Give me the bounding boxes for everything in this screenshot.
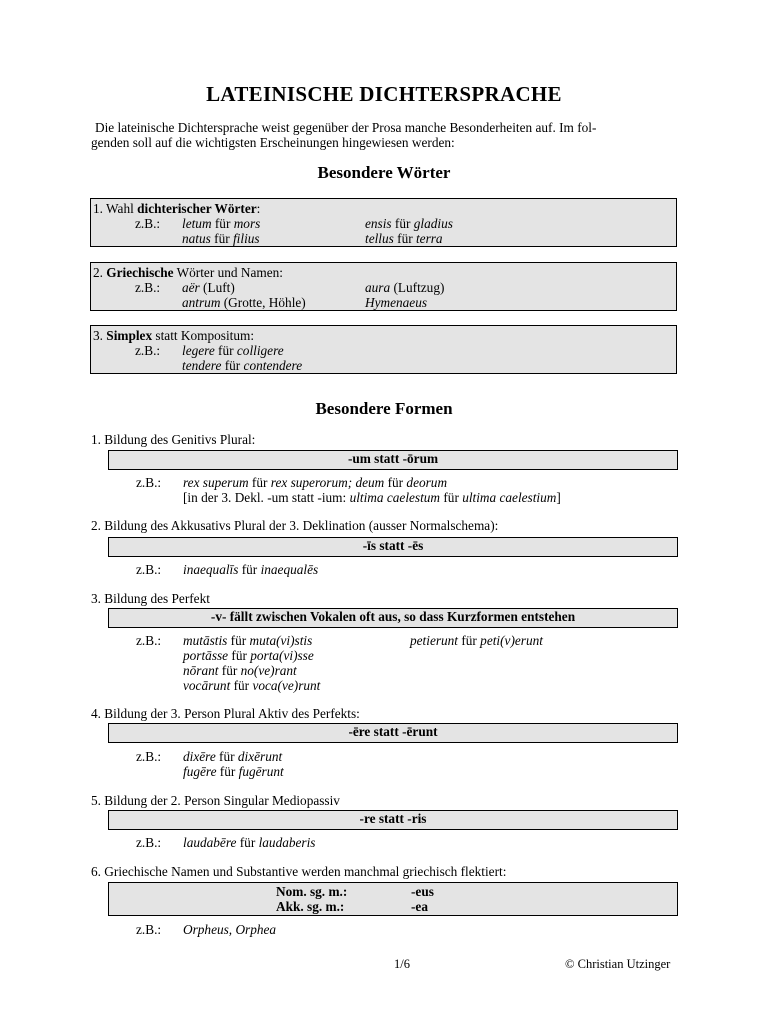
box-heading: 1. Wahl dichterischer Wörter: — [93, 201, 261, 216]
example: Hymenaeus — [365, 295, 428, 310]
zb-label: z.B.: — [136, 633, 162, 648]
rule-box: -v- fällt zwischen Vokalen oft aus, so dass Kurzformen entstehen — [108, 608, 678, 628]
example: letum für mors — [182, 216, 261, 231]
intro-line: Die lateinische Dichtersprache weist gegenüber der Prosa manche Besonderheiten auf. Im fol- — [95, 120, 597, 135]
example: Orpheus, Orphea — [183, 922, 277, 937]
box-heading: 2. Griechische Wörter und Namen: — [93, 265, 283, 280]
copyright: © Christian Utzinger — [565, 957, 671, 971]
example: ensis für gladius — [365, 216, 453, 231]
example: aër (Luft) — [182, 280, 235, 295]
zb-label: z.B.: — [135, 343, 161, 358]
box-heading: 3. Simplex statt Kompositum: — [93, 328, 255, 343]
flexion-ending: -ea — [411, 899, 428, 914]
box-griechische-woerter — [90, 262, 677, 311]
example: tendere für contendere — [182, 358, 303, 373]
example: dixēre für dixērunt — [183, 749, 283, 764]
zb-label: z.B.: — [135, 280, 161, 295]
example: nōrant für no(ve)rant — [183, 663, 297, 678]
example: antrum (Grotte, Höhle) — [182, 295, 306, 310]
example: vocārunt für voca(ve)runt — [183, 678, 321, 693]
section-heading-words: Besondere Wörter — [317, 163, 451, 182]
flexion-ending: -eus — [411, 884, 434, 899]
box-simplex — [90, 325, 677, 374]
rule-box: -um statt -ōrum — [108, 450, 678, 470]
example: tellus für terra — [365, 231, 443, 246]
section-heading-forms: Besondere Formen — [315, 399, 453, 418]
item-label: 1. Bildung des Genitivs Plural: — [91, 432, 256, 447]
item-label: 5. Bildung der 2. Person Singular Mediopassiv — [91, 793, 340, 808]
item-label: 4. Bildung der 3. Person Plural Aktiv des Perfekts: — [91, 706, 360, 721]
item-label: 2. Bildung des Akkusativs Plural der 3. Deklination (ausser Normalschema): — [91, 518, 499, 533]
item-label: 3. Bildung des Perfekt — [91, 591, 210, 606]
intro-line: genden soll auf die wichtigsten Erscheinungen hingewiesen werden: — [91, 135, 455, 150]
zb-label: z.B.: — [136, 475, 162, 490]
flexion-box — [108, 882, 678, 916]
page-number: 1/6 — [394, 957, 410, 971]
example: inaequalīs für inaequalēs — [183, 562, 319, 577]
page-title: LATEINISCHE DICHTERSPRACHE — [206, 82, 562, 106]
item-label: 6. Griechische Namen und Substantive werden manchmal griechisch flektiert: — [91, 864, 507, 879]
zb-label: z.B.: — [136, 922, 162, 937]
rule-box: -re statt -ris — [108, 810, 678, 830]
zb-label: z.B.: — [135, 216, 161, 231]
zb-label: z.B.: — [136, 562, 162, 577]
rule-box: -ēre statt -ērunt — [108, 723, 678, 743]
example: natus für filius — [182, 231, 260, 246]
example: laudabēre für laudaberis — [183, 835, 316, 850]
example: fugēre für fugērunt — [183, 764, 284, 779]
rule-box: -īs statt -ēs — [108, 537, 678, 557]
example: [in der 3. Dekl. -um statt -ium: ultima caelestum für ultima caelestium] — [183, 490, 561, 505]
example: petierunt für peti(v)erunt — [410, 633, 543, 648]
flexion-case: Nom. sg. m.: — [276, 884, 348, 899]
box-dichterische-woerter — [90, 198, 677, 247]
intro-paragraph — [91, 120, 681, 150]
example: mutāstis für muta(vi)stis — [183, 633, 313, 648]
zb-label: z.B.: — [136, 749, 162, 764]
example: aura (Luftzug) — [365, 280, 445, 295]
zb-label: z.B.: — [136, 835, 162, 850]
example: portāsse für porta(vi)sse — [183, 648, 314, 663]
flexion-case: Akk. sg. m.: — [276, 899, 345, 914]
example: rex superum für rex superorum; deum für deorum — [183, 475, 448, 490]
example: legere für colligere — [182, 343, 284, 358]
